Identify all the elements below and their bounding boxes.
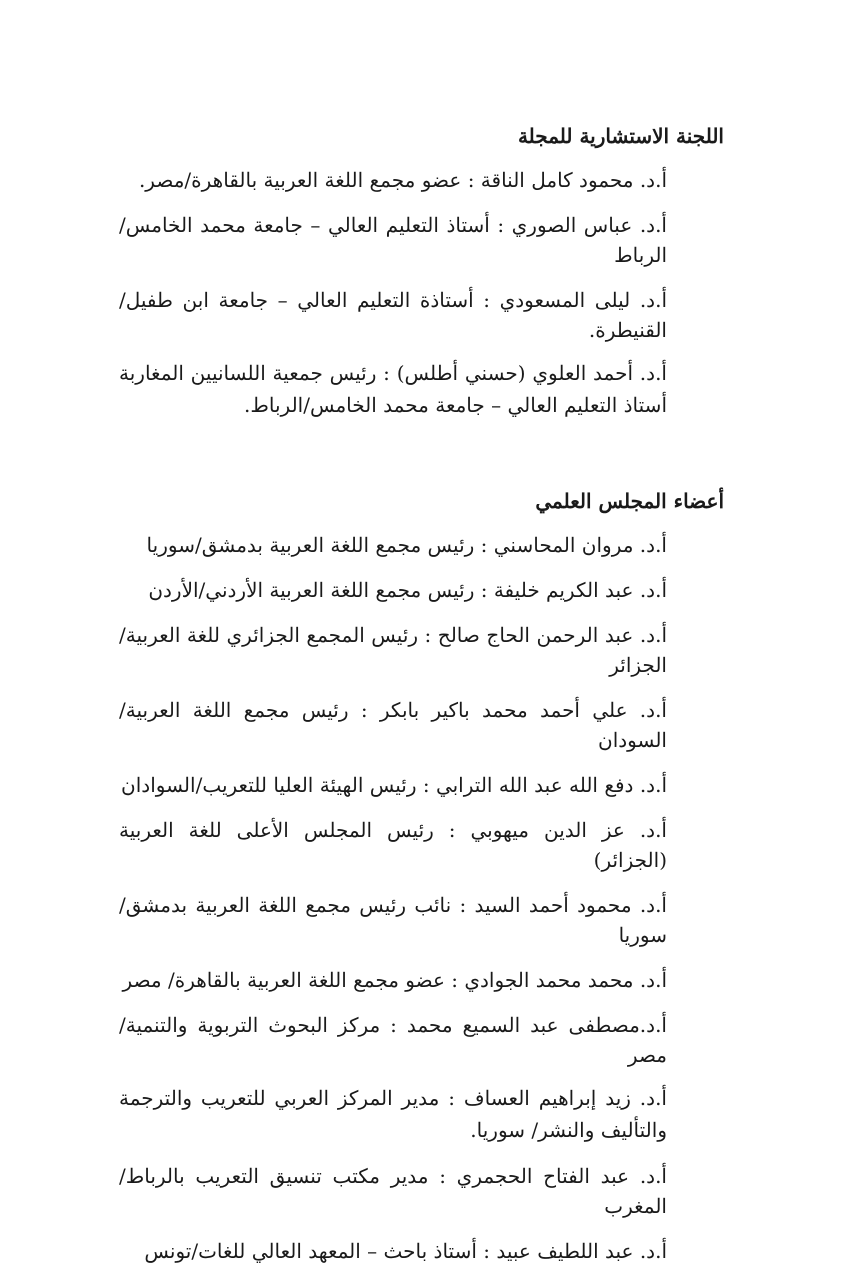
advisory-member: أ.د. ليلى المسعودي : أستاذة التعليم العالي – جامعة ابن طفيل/القنيطرة.: [119, 288, 667, 342]
scientific-council-title: أعضاء المجلس العلمي: [535, 489, 724, 513]
council-member: أ.د.مصطفى عبد السميع محمد : مركز البحوث التربوية والتنمية/مصر: [119, 1013, 667, 1067]
council-member: أ.د. زيد إبراهيم العساف : مدير المركز العربي للتعريب والترجمة والتأليف والنشر/ سوريا.: [119, 1086, 667, 1142]
council-member: أ.د. عز الدين ميهوبي : رئيس المجلس الأعلى للغة العربية (الجزائر): [119, 818, 667, 872]
advisory-member: أ.د. عباس الصوري : أستاذ التعليم العالي – جامعة محمد الخامس/الرباط: [119, 213, 667, 267]
council-member: أ.د. محمد محمد الجوادي : عضو مجمع اللغة العربية بالقاهرة/ مصر: [122, 968, 667, 992]
council-member: أ.د. عبد اللطيف عبيد : أستاذ باحث – المعهد العالي للغات/تونس: [144, 1239, 667, 1263]
council-member: أ.د. محمود أحمد السيد : نائب رئيس مجمع اللغة العربية بدمشق/سوريا: [119, 893, 667, 947]
advisory-member: أ.د. محمود كامل الناقة : عضو مجمع اللغة العربية بالقاهرة/مصر.: [138, 168, 667, 192]
scientific-council-list: [119, 523, 724, 1274]
council-member: أ.د. مروان المحاسني : رئيس مجمع اللغة العربية بدمشق/سوريا: [146, 533, 667, 557]
document-page: [119, 116, 724, 1274]
council-member: أ.د. عبد الكريم خليفة : رئيس مجمع اللغة العربية الأردني/الأردن: [148, 578, 667, 602]
advisory-committee-title: اللجنة الاستشارية للمجلة: [517, 124, 724, 148]
council-member: أ.د. عبد الفتاح الحجمري : مدير مكتب تنسيق التعريب بالرباط/المغرب: [119, 1164, 667, 1218]
advisory-member: أ.د. أحمد العلوي (حسني أطلس) : رئيس جمعية اللسانيين المغاربة أستاذ التعليم العالي – جامعة محمد الخامس/الرباط.: [119, 361, 667, 417]
advisory-committee-list: [119, 158, 724, 429]
council-member: أ.د. عبد الرحمن الحاج صالح : رئيس المجمع الجزائري للغة العربية/الجزائر: [119, 623, 667, 677]
section-divider: [119, 429, 724, 481]
council-member: أ.د. علي أحمد محمد باكير بابكر : رئيس مجمع اللغة العربية/السودان: [119, 698, 667, 752]
council-member: أ.د. دفع الله عبد الله الترابي : رئيس الهيئة العليا للتعريب/السوادان: [121, 773, 667, 797]
